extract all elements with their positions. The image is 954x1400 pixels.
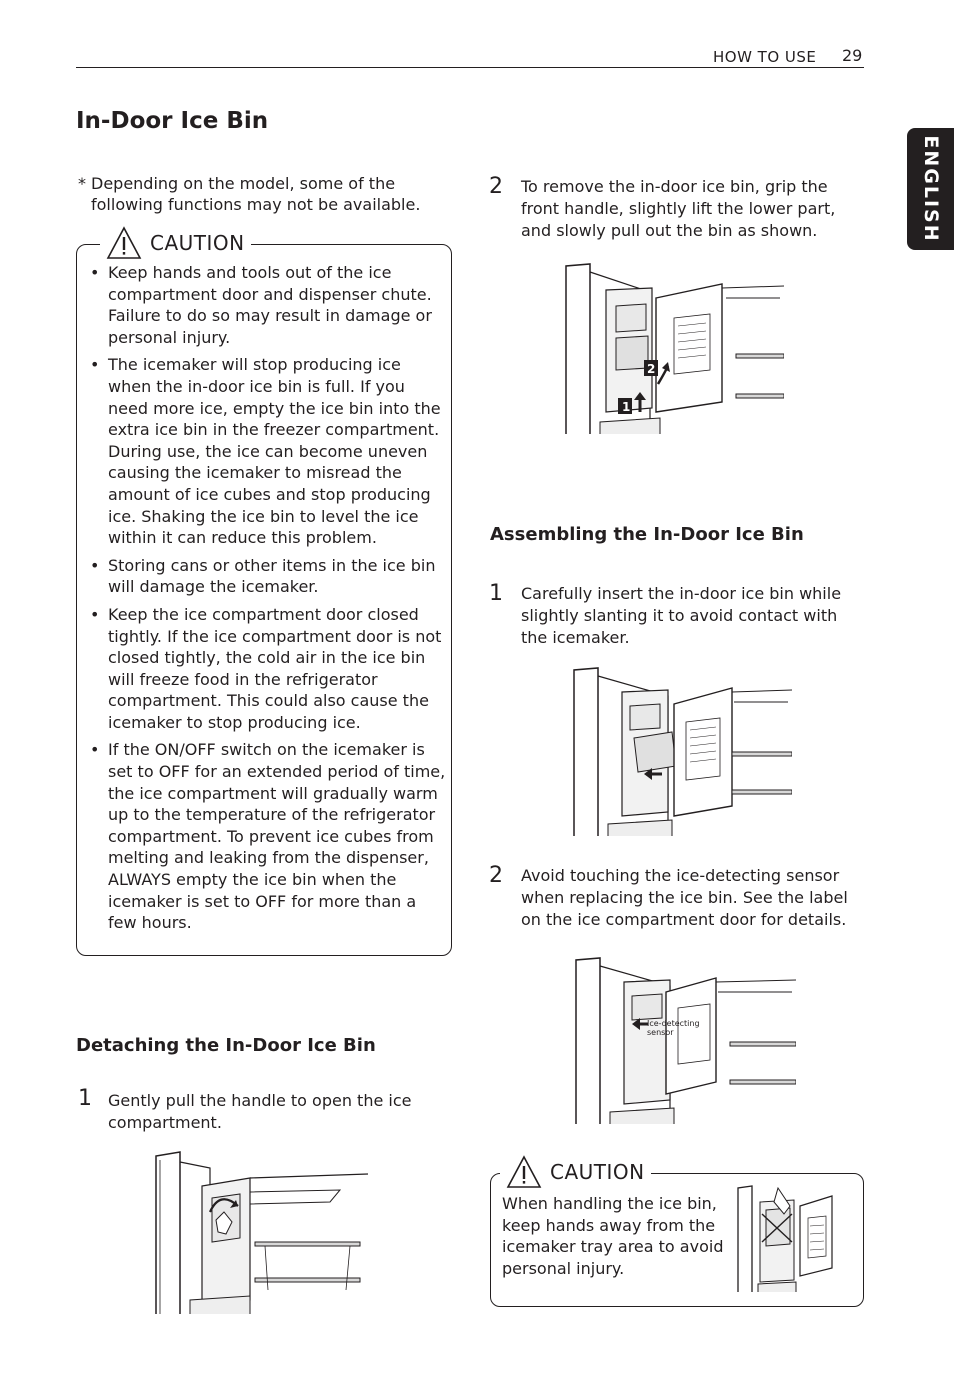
assemble-step-2-text: Avoid touching the ice-detecting sensor when replacing the ice bin. See the label on the ice compartment door for details.	[521, 866, 848, 929]
caution-small-text: When handling the ice bin, keep hands away from the icemaker tray area to avoid personal injury.	[502, 1194, 724, 1278]
note-text: Depending on the model, some of the following functions may not be available.	[91, 174, 421, 214]
availability-note	[78, 173, 428, 215]
figure-remove-ice-bin	[560, 262, 784, 434]
caution-item: • Storing cans or other items in the ice bin will damage the icemaker.	[90, 555, 448, 598]
assemble-step-2-number: 2	[489, 863, 503, 888]
detach-step-1-text: Gently pull the handle to open the ice compartment.	[108, 1091, 412, 1132]
sensor-label-line-1: Ice-detecting	[647, 1019, 700, 1028]
caution-list	[90, 262, 448, 940]
figure-icemaker-tray-warning	[734, 1184, 860, 1292]
assembling-heading: Assembling the In-Door Ice Bin	[490, 524, 804, 545]
marker-1-label: 1	[622, 400, 631, 414]
caution-label-main: CAUTION	[150, 231, 245, 255]
header-section-label: HOW TO USE	[713, 48, 817, 66]
detach-step-2-text: To remove the in-door ice bin, grip the front handle, slightly lift the lower part, and slowly pull out the bin as shown.	[521, 177, 836, 240]
warning-icon	[506, 1155, 542, 1189]
caution-item: • Keep the ice compartment door closed tightly. If the ice compartment door is not closed tightly, the cold air in the ice bin will freeze food in the refrigerator compartment. This could also cause the icemaker to stop producing ice.	[90, 604, 448, 734]
caution-item: • If the ON/OFF switch on the icemaker is set to OFF for an extended period of time, the ice compartment will gradually warm up to the temperature of the refrigerator compartment. To prevent ice cubes from melting and leaking from the dispenser, ALWAYS empty the ice bin when the icemaker is set to OFF for more than a few hours.	[90, 739, 448, 933]
figure-open-ice-compartment	[150, 1150, 368, 1314]
figure-ice-detecting-sensor	[570, 956, 796, 1124]
caution-item: • The icemaker will stop producing ice when the in-door ice bin is full. If you need more ice, empty the ice bin into the extra ice bin in the freezer compartment. During use, the ice can become uneven causing the icemaker to misread the amount of ice cubes and stop producing ice. Shaking the ice bin to level the ice within it can reduce this problem.	[90, 354, 448, 548]
assemble-step-1-number: 1	[489, 581, 503, 606]
language-tab-label: ENGLISH	[919, 135, 942, 243]
figure-insert-ice-bin	[568, 666, 792, 836]
caution-item: • Keep hands and tools out of the ice compartment door and dispenser chute. Failure to do so may result in damage or personal injury.	[90, 262, 448, 348]
marker-2-label: 2	[647, 362, 656, 376]
header-rule	[76, 67, 864, 68]
detach-step-2-number: 2	[489, 174, 503, 199]
caution-heading-small	[500, 1155, 651, 1189]
detach-step-1-number: 1	[78, 1086, 92, 1111]
sensor-label-line-2: sensor	[647, 1028, 674, 1037]
caution-heading-main	[100, 226, 251, 260]
page-title: In-Door Ice Bin	[76, 108, 269, 134]
warning-icon	[106, 226, 142, 260]
detaching-heading: Detaching the In-Door Ice Bin	[76, 1035, 376, 1056]
page-number: 29	[842, 46, 863, 65]
language-tab	[907, 128, 954, 250]
caution-label-small: CAUTION	[550, 1160, 645, 1184]
assemble-step-1-text: Carefully insert the in-door ice bin while slightly slanting it to avoid contact with the icemaker.	[521, 584, 842, 647]
note-asterisk: *	[78, 174, 86, 193]
